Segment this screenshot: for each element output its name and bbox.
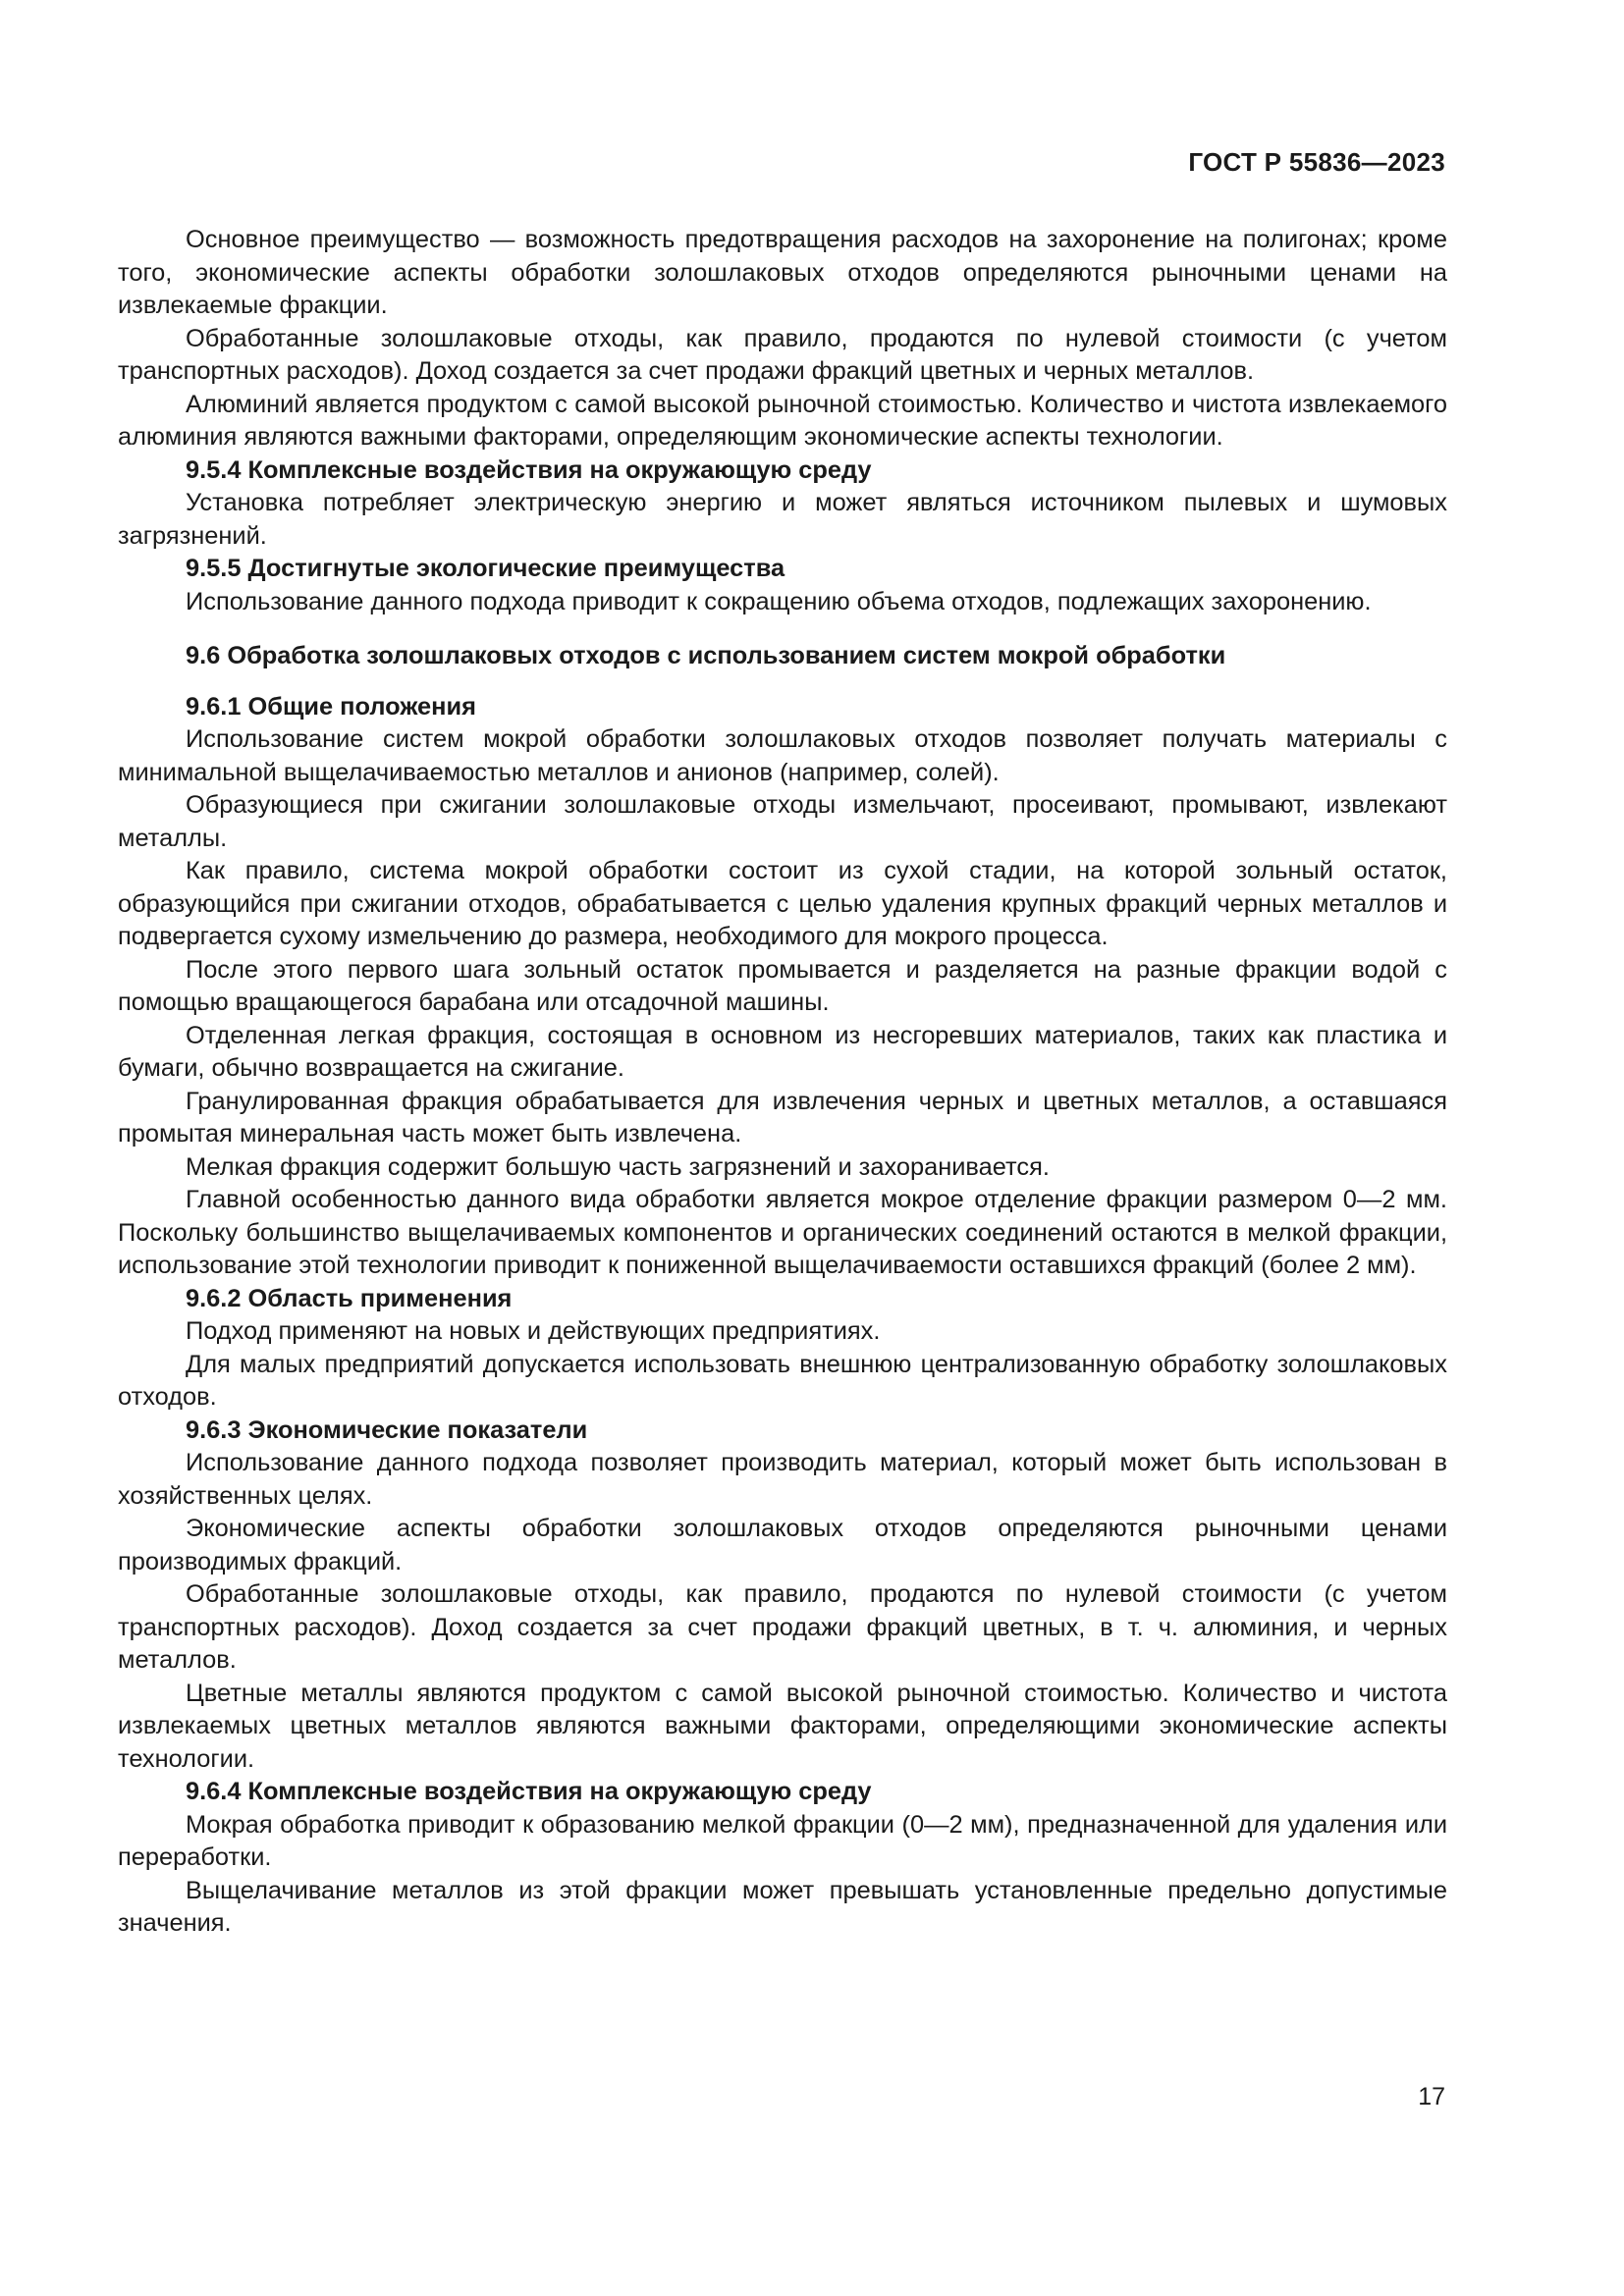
paragraph: Алюминий является продуктом с самой высокой рыночной стоимостью. Количество и чистота извлекаемого алюминия являются важными факторами, определяющим экономические аспекты технологии. (118, 390, 1447, 451)
paragraph: Обработанные золошлаковые отходы, как правило, продаются по нулевой стоимости (с учетом транспортных расходов). Доход создается за счет продажи фракций цветных, в т. ч. алюминия, и черных металлов. (118, 1580, 1447, 1674)
section-heading-9-5-4: 9.5.4 Комплексные воздействия на окружающую среду (186, 455, 872, 484)
section-heading-9-6: 9.6 Обработка золошлаковых отходов с использованием систем мокрой обработки (186, 642, 1226, 669)
section-heading-9-6-1: 9.6.1 Общие положения (186, 692, 476, 721)
paragraph: Гранулированная фракция обрабатывается для извлечения черных и цветных металлов, а оставшаяся промытая минеральная часть может быть извлечена. (118, 1087, 1447, 1148)
paragraph: После этого первого шага зольный остаток промывается и разделяется на разные фракции водой с помощью вращающегося барабана или отсадочной машины. (118, 955, 1447, 1016)
paragraph: Использование данного подхода приводит к сокращению объема отходов, подлежащих захоронению. (186, 587, 1372, 615)
paragraph: Как правило, система мокрой обработки состоит из сухой стадии, на которой зольный остаток, образующийся при сжигании отходов, обрабатывается с целью удаления крупных фракций черных металлов и подвергается сухому измельчению до размера, необходимого для мокрого процесса. (118, 857, 1447, 950)
paragraph: Обработанные золошлаковые отходы, как правило, продаются по нулевой стоимости (с учетом транспортных расходов). Доход создается за счет продажи фракций цветных и черных металлов. (118, 324, 1447, 385)
paragraph: Отделенная легкая фракция, состоящая в основном из несгоревших материалов, таких как пластика и бумаги, обычно возвращается на сжигание. (118, 1021, 1447, 1082)
paragraph: Для малых предприятий допускается использовать внешнюю централизованную обработку золошлаковых отходов. (118, 1350, 1447, 1411)
section-heading-9-6-4: 9.6.4 Комплексные воздействия на окружающую среду (186, 1778, 872, 1805)
paragraph: Установка потребляет электрическую энергию и может являться источником пылевых и шумовых загрязнений. (118, 489, 1447, 550)
document-id-header: ГОСТ Р 55836—2023 (1188, 147, 1445, 177)
paragraph: Подход применяют на новых и действующих предприятиях. (186, 1317, 881, 1345)
document-body (118, 224, 1447, 1941)
paragraph: Цветные металлы являются продуктом с самой высокой рыночной стоимостью. Количество и чистота извлекаемых цветных металлов являются важными факторами, определяющими экономические аспекты технологии. (118, 1679, 1447, 1773)
paragraph: Образующиеся при сжигании золошлаковые отходы измельчают, просеивают, промывают, извлекают металлы. (118, 791, 1447, 852)
paragraph: Использование систем мокрой обработки золошлаковых отходов позволяет получать материалы с минимальной выщелачиваемостью металлов и анионов (например, солей). (118, 725, 1447, 786)
paragraph: Экономические аспекты обработки золошлаковых отходов определяются рыночными ценами производимых фракций. (118, 1515, 1447, 1575)
paragraph: Мокрая обработка приводит к образованию мелкой фракции (0—2 мм), предназначенной для удаления или переработки. (118, 1810, 1447, 1871)
paragraph: Главной особенностью данного вида обработки является мокрое отделение фракции размером 0—2 мм. Поскольку большинство выщелачиваемых компонентов и органических соединений остаются в мелкой фракции, использование этой технологии приводит к пониженной выщелачиваемости оставшихся фракций (более 2 мм). (118, 1186, 1447, 1279)
paragraph: Использование данного подхода позволяет производить материал, который может быть использован в хозяйственных целях. (118, 1449, 1447, 1510)
paragraph: Выщелачивание металлов из этой фракции может превышать установленные предельно допустимые значения. (118, 1876, 1447, 1937)
paragraph: Мелкая фракция содержит большую часть загрязнений и захоранивается. (186, 1152, 1050, 1181)
section-heading-9-6-3: 9.6.3 Экономические показатели (186, 1415, 588, 1444)
paragraph: Основное преимущество — возможность предотвращения расходов на захоронение на полигонах; кроме того, экономические аспекты обработки золошлаковых отходов определяются рыночными ценами на извлекаемые фракции. (118, 226, 1447, 319)
section-heading-9-6-2: 9.6.2 Область применения (186, 1284, 513, 1312)
section-heading-9-5-5: 9.5.5 Достигнутые экологические преимущества (186, 555, 785, 582)
page-number: 17 (1418, 2083, 1445, 2110)
